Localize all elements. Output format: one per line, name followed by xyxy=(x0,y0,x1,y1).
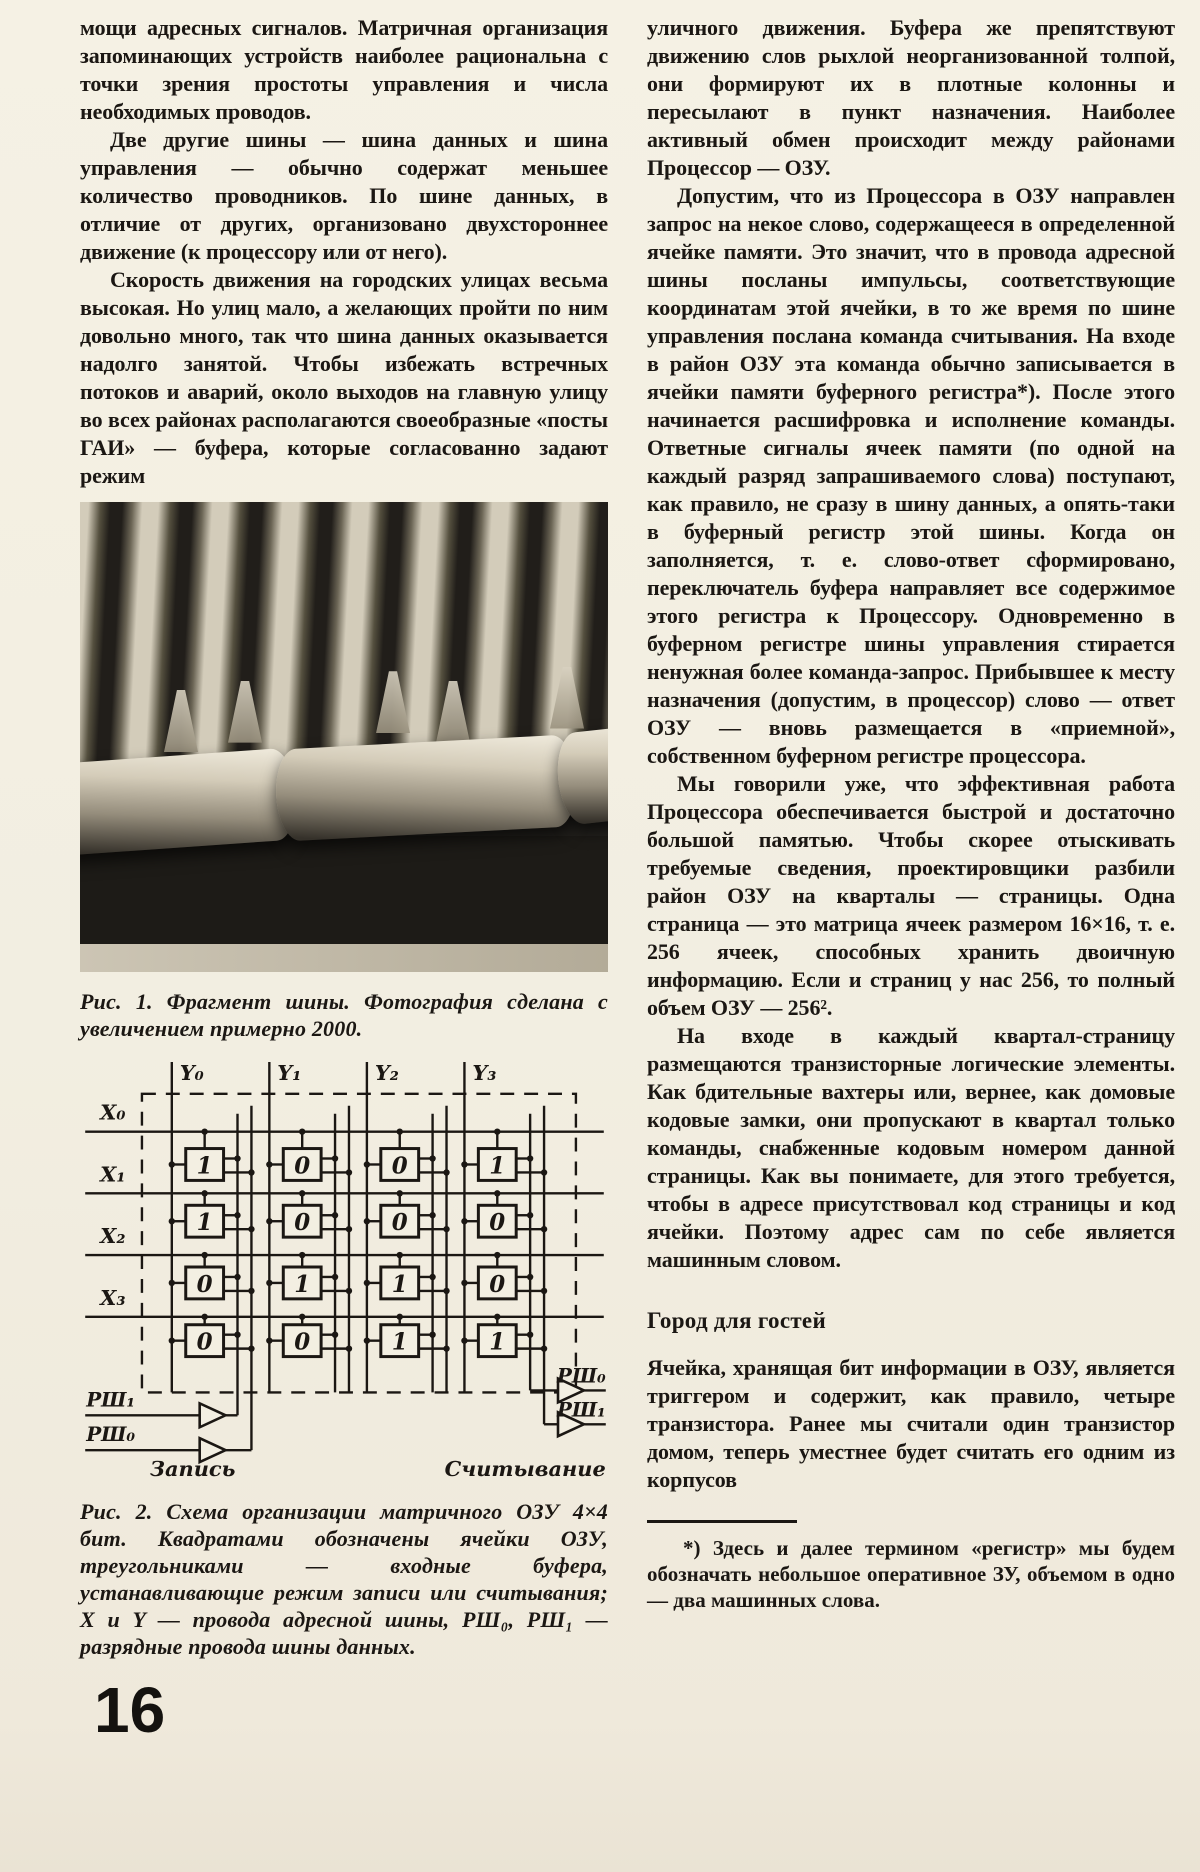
left-column xyxy=(80,14,608,1872)
write-buffer-triangle xyxy=(200,1403,226,1427)
footnote-rule xyxy=(647,1520,797,1523)
svg-text:РШ₀: РШ₀ xyxy=(86,1422,136,1447)
memory-cell-value: 0 xyxy=(294,1329,311,1356)
figure2-caption: Рис. 2. Схема организации матричного ОЗУ 4×4 бит. Квадратами обозначены ячейки ОЗУ, треугольниками — входные буфера, устанавливающие режим записи или считывания; X и Y — провода адресной шины, РШ₀, РШ₁ — разрядные провода шины данных. xyxy=(80,1499,608,1659)
memory-cell-value: 0 xyxy=(196,1271,213,1298)
photo-bus-cylinder xyxy=(274,734,578,842)
memory-cell-value: 1 xyxy=(489,1153,506,1180)
memory-cell-value: 0 xyxy=(391,1153,408,1180)
paragraph: мощи адресных сигналов. Матричная организация запоминающих устройств наиболее рациональна с точки зрения простоты управления и числа необходимых проводов. xyxy=(80,15,608,124)
read-buffers xyxy=(445,1363,606,1481)
figure2-diagram xyxy=(80,1054,608,1482)
figure1-caption: Рис. 1. Фрагмент шины. Фотография сделана с увеличением примерно 2000. xyxy=(80,989,608,1041)
photo-dark-area xyxy=(80,836,608,946)
memory-cell-value: 0 xyxy=(391,1210,408,1237)
memory-cell-value: 1 xyxy=(489,1329,506,1356)
page-number: 16 xyxy=(94,1674,166,1746)
svg-text:X₀: X₀ xyxy=(100,1099,126,1125)
section-heading: Город для гостей xyxy=(647,1308,826,1333)
paragraph: Допустим, что из Процессора в ОЗУ направлен запрос на некое слово, содержащееся в определенной ячейке памяти. Это значит, что в провода адресной шины посланы импульсы, соответствующие координатам этой ячейки, в то же время по шине управления послана команда считывания. На входе в район ОЗУ эта команда обычно записывается в ячейки памяти буферного регистра*). После этого начинается расшифровка и исполнение команды. Ответные сигналы ячеек памяти (по одной на каждый разряд запрашиваемого слова) поступают, как правило, не сразу в шину данных, а опять-таки в буферный регистр этой шины. Когда он заполняется, т. е. слово-ответ сформировано, переключатель буфера направляет все содержимое этого регистра к Процессору. Одновременно в буферном регистре шины управления стирается ненужная более команда-запрос. Прибывшее к месту назначения (допустим, в процессор) слово — ответ ОЗУ — вновь размещается в «приемной», собственном буферном регистре процессора. xyxy=(647,183,1175,768)
svg-text:РШ₀: РШ₀ xyxy=(556,1363,606,1388)
photo-bus-cylinder xyxy=(80,747,299,856)
right-column xyxy=(647,14,1175,1872)
svg-text:РШ₁: РШ₁ xyxy=(86,1387,136,1412)
x-address-lines xyxy=(85,1100,604,1317)
memory-cell-value: 0 xyxy=(294,1210,311,1237)
memory-cell-value: 1 xyxy=(294,1271,311,1298)
paragraph: Ячейка, хранящая бит информации в ОЗУ, является триггером и содержит, как правило, четыре транзистора. Ранее мы считали один транзистор домом, теперь уместнее будет считать его одним из корпусов xyxy=(647,1355,1175,1492)
paragraph: Мы говорили уже, что эффективная работа Процессора обеспечивается быстрой и достаточно большой памятью. Чтобы скорее отыскивать требуемые сведения, проектировщики разбили район ОЗУ на кварталы — страницы. Одна страница — это матрица ячеек размером 16×16, т. е. 256 ячеек, способных хранить двоичную информацию. Если и страниц у нас 256, то полный объем ОЗУ — 256². xyxy=(647,771,1175,1020)
svg-text:X₂: X₂ xyxy=(100,1223,126,1249)
svg-text:X₁: X₁ xyxy=(100,1161,126,1187)
write-buffers xyxy=(85,1387,251,1481)
svg-text:X₃: X₃ xyxy=(100,1284,126,1310)
paragraph: На входе в каждый квартал-страницу размещаются транзисторные логические элементы. Как бдительные вахтеры или, вернее, как домовые кодовые замки, они пропускают в квартал только команды, снабженные кодовым номером данной страницы. Как вы понимаете, для этого требуется, чтобы в адресе присутствовал код страницы и код ячейки. Поэтому адрес сам по себе является машинным словом. xyxy=(647,1023,1175,1272)
footnote-text: *) Здесь и далее термином «регистр» мы будем обозначать небольшое оперативное ЗУ, объемом в одно — два машинных слова. xyxy=(647,1536,1175,1612)
svg-text:РШ₁: РШ₁ xyxy=(556,1397,606,1422)
svg-text:Считывание: Считывание xyxy=(444,1456,606,1482)
svg-text:Запись: Запись xyxy=(149,1456,236,1482)
memory-cell-value: 1 xyxy=(391,1329,408,1356)
memory-cell-matrix xyxy=(169,1128,548,1356)
svg-text:Y₀: Y₀ xyxy=(179,1059,204,1085)
footnote xyxy=(647,1520,1175,1613)
photo-bottom-band xyxy=(80,944,608,972)
memory-cell-value: 1 xyxy=(196,1153,213,1180)
svg-text:Y₂: Y₂ xyxy=(374,1059,399,1085)
figure1-photo xyxy=(80,502,608,972)
memory-cell-value: 0 xyxy=(294,1153,311,1180)
memory-cell-value: 0 xyxy=(196,1329,213,1356)
paragraph: Скорость движения на городских улицах весьма высокая. Но улиц мало, а желающих пройти по ним довольно много, так что шина данных оказывается надолго занятой. Чтобы избежать встречных потоков и аварий, около выходов на главную улицу во всех районах располагаются своеобразные «посты ГАИ» — буфера, которые согласованно задают режим xyxy=(80,267,608,488)
memory-cell-value: 1 xyxy=(196,1210,213,1237)
memory-cell-value: 0 xyxy=(489,1210,506,1237)
memory-cell-value: 1 xyxy=(391,1271,408,1298)
paragraph: уличного движения. Буфера же препятствуют движению слов рыхлой неорганизованной толпой, они формируют их в плотные колонны и пересылают в пункт назначения. Наиболее активный обмен происходит между районами Процессор — ОЗУ. xyxy=(647,15,1175,180)
svg-text:Y₃: Y₃ xyxy=(472,1059,497,1085)
svg-text:Y₁: Y₁ xyxy=(277,1059,302,1085)
paragraph: Две другие шины — шина данных и шина управления — обычно содержат меньшее количество проводников. По шине данных, в отличие от других, организовано двухстороннее движение (к процессору или от него). xyxy=(80,127,608,264)
memory-cell-value: 0 xyxy=(489,1271,506,1298)
